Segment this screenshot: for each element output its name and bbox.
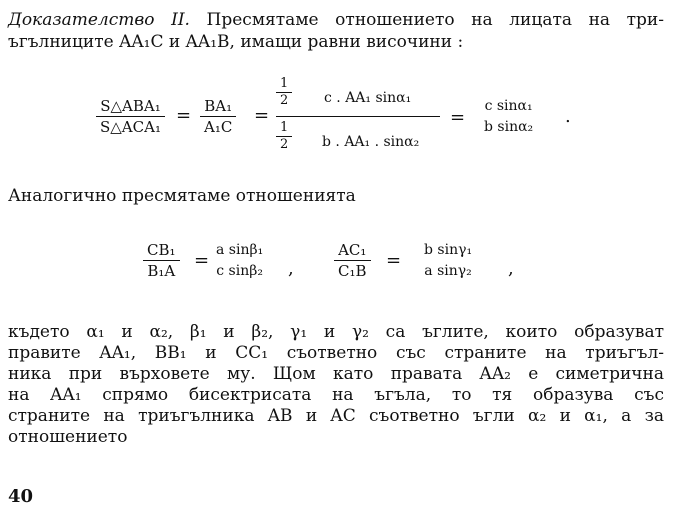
eq2-b-rhs-denominator: a sinγ₂ — [424, 263, 472, 280]
eq1-rhs-denominator: b sinα₂ — [484, 119, 534, 136]
half-denominator: 2 — [280, 137, 289, 153]
para-line-6: отношението — [8, 427, 128, 447]
eq1-big-denominator: b . AA₁ . sinα₂ — [322, 134, 420, 150]
equals-sign: = — [194, 250, 210, 271]
eq2-b-lhs-fraction — [334, 240, 371, 281]
fraction-bar — [276, 116, 440, 117]
eq1-mid-fraction — [200, 96, 236, 137]
eq1-lhs-fraction — [96, 96, 165, 137]
intro-line-2: ъгълниците AA₁C и AA₁B, имащи равни височини : — [8, 32, 464, 52]
para-line-4: на AA₁ спрямо бисектрисата на ъгъла, то тя образува със — [8, 385, 664, 405]
half-fraction-top — [276, 76, 292, 109]
para-line-1: където α₁ и α₂, β₁ и β₂, γ₁ и γ₂ са ъглите, които образуват — [8, 322, 664, 342]
eq1-compound-fraction — [276, 76, 440, 160]
equals-sign: = — [386, 250, 402, 271]
eq1-mid-numerator: BA₁ — [204, 97, 233, 115]
eq1-rhs-fraction — [480, 96, 537, 137]
eq1-lhs-denominator: S△ACA₁ — [100, 118, 161, 137]
eq1-mid-denominator: A₁C — [204, 118, 233, 137]
eq2-a-rhs-fraction — [212, 240, 267, 281]
eq1-rhs-numerator: c sinα₁ — [484, 98, 533, 114]
eq2-b-rhs-numerator: b sinγ₁ — [424, 242, 473, 258]
comma: , — [508, 258, 514, 279]
half-numerator: 1 — [280, 76, 289, 91]
para-line-5: страните на триъгълника AB и AC съответно ъгли α₂ и α₁, а за — [8, 406, 664, 426]
eq2-a-numerator: CB₁ — [147, 241, 176, 259]
eq2-b-denominator: C₁B — [338, 262, 367, 281]
eq1-lhs-numerator: S△ABA₁ — [100, 97, 161, 115]
equals-sign: = — [450, 107, 466, 128]
eq2-a-rhs-numerator: a sinβ₁ — [216, 242, 264, 258]
para-line-2: правите AA₁, BB₁ и CC₁ съответно със страните на триъгъл- — [8, 343, 664, 363]
para-line-3: ника при върховете му. Щом като правата AA₂ е симетрична — [8, 364, 664, 384]
intro-line-1 — [8, 10, 664, 30]
eq2-a-denominator: B₁A — [147, 262, 176, 281]
equals-sign: = — [176, 105, 192, 126]
half-denominator: 2 — [280, 93, 289, 109]
eq2-b-rhs-fraction — [420, 240, 476, 281]
page-number: 40 — [8, 486, 34, 507]
proof-title: Доказателство II. — [8, 10, 190, 30]
half-fraction-bottom — [276, 120, 292, 153]
intro-line-1-text: Пресмятаме отношението на лицата на три- — [189, 10, 664, 30]
eq1-big-numerator: c . AA₁ sinα₁ — [324, 90, 412, 106]
half-numerator: 1 — [280, 120, 289, 135]
eq2-a-lhs-fraction — [143, 240, 180, 281]
eq2-b-numerator: AC₁ — [338, 241, 367, 259]
period: . — [565, 106, 571, 127]
comma: , — [288, 258, 294, 279]
eq2-a-rhs-denominator: c sinβ₂ — [216, 263, 263, 280]
analog-line: Аналогично пресмятаме отношенията — [8, 186, 356, 206]
equals-sign: = — [254, 105, 270, 126]
